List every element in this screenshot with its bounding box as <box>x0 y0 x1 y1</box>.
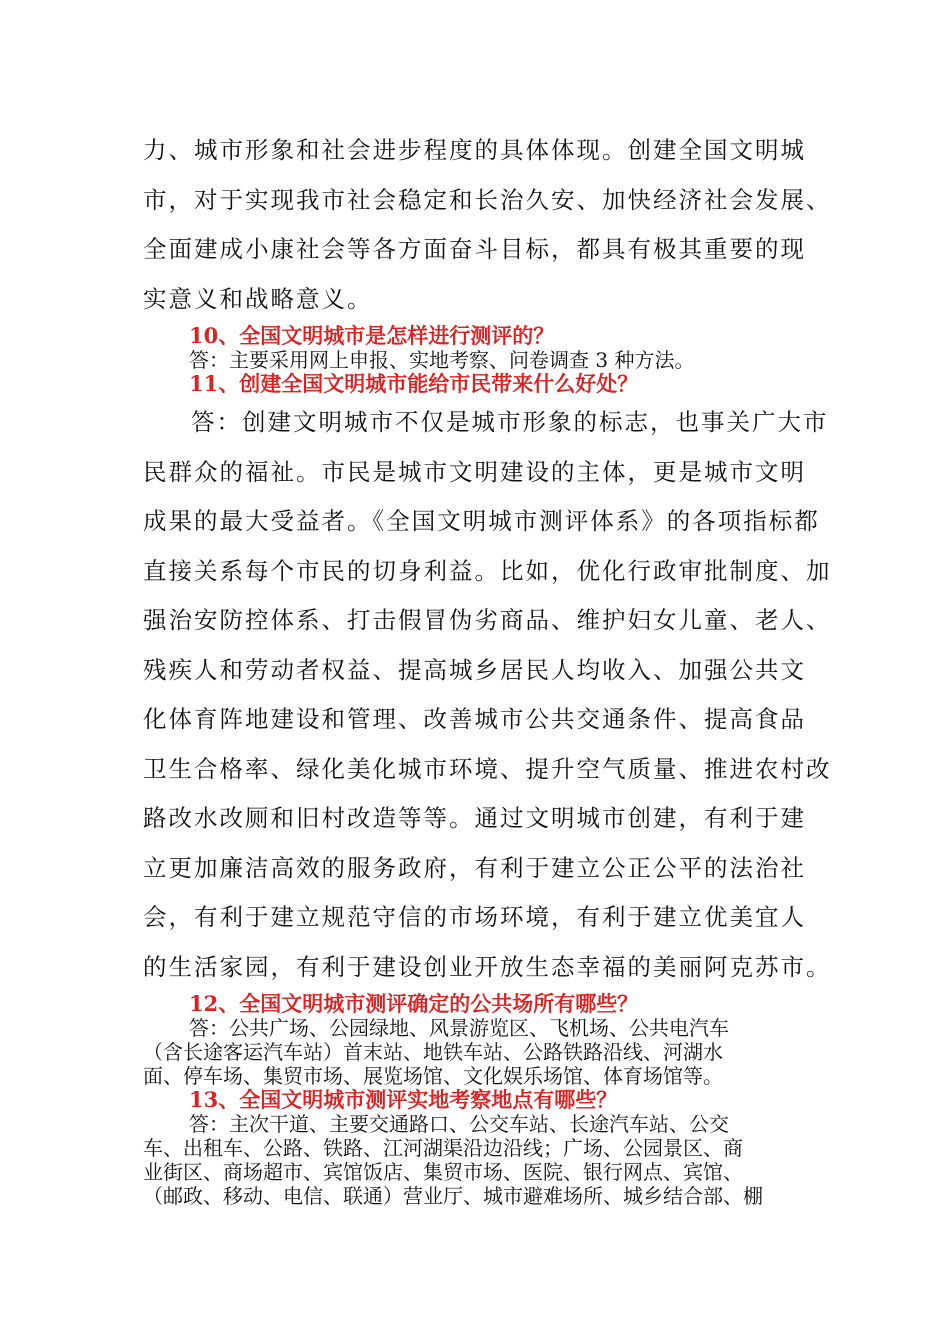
text-line: 实意义和战略意义。 <box>143 284 373 313</box>
text-line: 强治安防控体系、打击假冒伪劣商品、维护妇女儿童、老人、 <box>143 606 832 634</box>
text-line: 车、出租车、公路、铁路、江河湖渠沿边沿线；广场、公园景区、商 <box>143 1136 743 1160</box>
question-13-answer <box>143 1112 813 1208</box>
document-body <box>143 126 832 1208</box>
text-line: 路改水改厕和旧村改造等等。通过文明城市创建，有利于建 <box>143 804 806 832</box>
text-line: 的生活家园，有利于建设创业开放生态幸福的美丽阿克苏市。 <box>143 952 832 981</box>
question-12-heading: 12、全国文明城市测评确定的公共场所有哪些？ <box>189 991 639 1016</box>
text-line: 会，有利于建立规范守信的市场环境，有利于建立优美宜人 <box>143 903 806 931</box>
text-line: 业街区、商场超市、宾馆饭店、集贸市场、医院、银行网点、宾馆、 <box>143 1160 743 1184</box>
text-line: 卫生合格率、绿化美化城市环境、提升空气质量、推进农村改 <box>143 754 832 783</box>
text-line: 民群众的福祉。市民是城市文明建设的主体，更是城市文明 <box>143 457 806 486</box>
text-line: 市，对于实现我市社会稳定和长治久安、加快经济社会发展、 <box>143 185 832 214</box>
question-13-heading: 13、全国文明城市测评实地考察地点有哪些？ <box>189 1087 618 1112</box>
intro-paragraph <box>143 126 832 324</box>
question-10-answer <box>143 348 813 372</box>
text-line: 全面建成小康社会等各方面奋斗目标，都具有极其重要的现 <box>143 235 806 263</box>
text-line: 残疾人和劳动者权益、提高城乡居民人均收入、加强公共文 <box>143 655 806 684</box>
question-10-heading: 10、全国文明城市是怎样进行测评的？ <box>189 323 555 348</box>
text-line: 成果的最大受益者。《全国文明城市测评体系》的各项指标都 <box>143 507 820 535</box>
text-line: 立更加廉洁高效的服务政府，有利于建立公正公平的法治社 <box>143 853 806 882</box>
text-line: 直接关系每个市民的切身利益。比如，优化行政审批制度、加 <box>143 556 832 585</box>
text-line: （含长途客运汽车站）首末站、地铁车站、公路铁路沿线、河湖水 <box>143 1040 723 1064</box>
text-line: 面、停车场、集贸市场、展览场馆、文化娱乐场馆、体育场馆等。 <box>143 1064 723 1088</box>
text-line: 答：公共广场、公园绿地、风景游览区、飞机场、公共电汽车 <box>189 1016 729 1040</box>
text-line: 化体育阵地建设和管理、改善城市公共交通条件、提高食品 <box>143 705 806 733</box>
text-line: 答：主要采用网上申报、实地考察、问卷调查 3 种方法。 <box>189 348 695 372</box>
text-line: （邮政、移动、电信、联通）营业厅、城市避难场所、城乡结合部、棚 <box>143 1184 763 1208</box>
text-line: 力、城市形象和社会进步程度的具体体现。创建全国文明城 <box>143 136 806 164</box>
text-line: 答：主次干道、主要交通路口、公交车站、长途汽车站、公交 <box>189 1112 729 1136</box>
question-11-heading: 11、创建全国文明城市能给市民带来什么好处？ <box>189 371 639 396</box>
question-12-answer <box>143 1016 813 1088</box>
question-11-answer <box>143 398 832 992</box>
text-line: 答：创建文明城市不仅是城市形象的标志，也事关广大市 <box>191 408 829 436</box>
